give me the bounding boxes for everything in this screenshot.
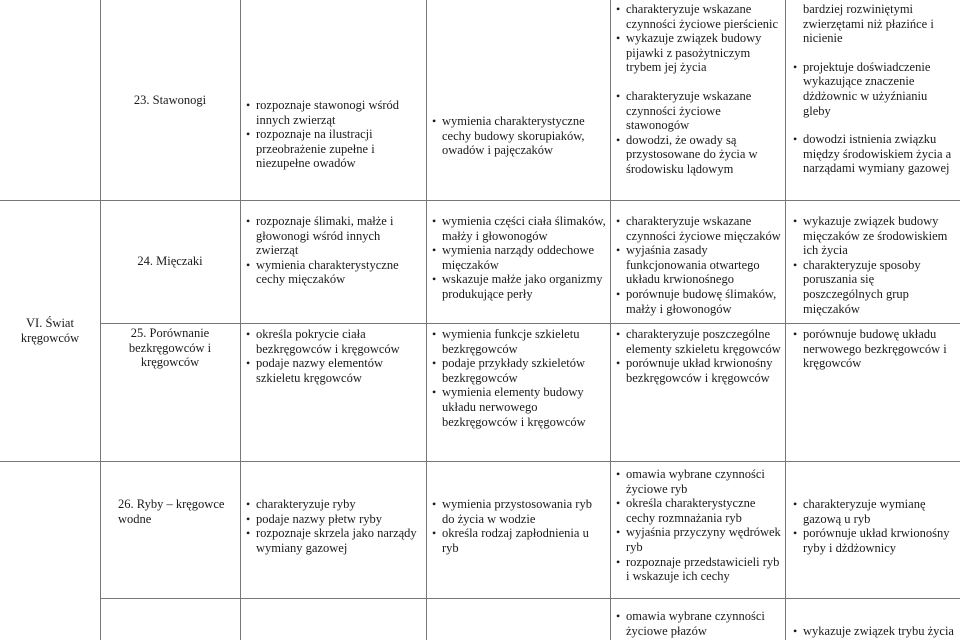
topic-24: 24. Mięczaki — [137, 254, 203, 269]
row24-col2 — [246, 214, 422, 287]
list-item: • charakteryzuje wymianę gazową u ryb — [793, 497, 957, 526]
list-item: • omawia wybrane czynności życiowe ryb — [616, 467, 782, 496]
row23-col3 — [432, 114, 606, 158]
list-item: • wymienia charakterystyczne cechy budowy skorupiaków, owadów i pajęczaków — [432, 114, 606, 158]
list-item: • porównuje budowę ślimaków, małży i głowonogów — [616, 287, 782, 316]
list-item: • charakteryzuje sposoby poruszania się poszczególnych grup mięczaków — [793, 258, 957, 316]
list-item: • określa rodzaj zapłodnienia u ryb — [432, 526, 606, 555]
list-item: • dowodzi, że owady są przystosowane do życia w środowisku lądowym — [616, 133, 782, 177]
row26-col4 — [616, 467, 782, 584]
list-item: • charakteryzuje poszczególne elementy szkieletu kręgowców — [616, 327, 782, 356]
row25-col5 — [793, 327, 957, 371]
topic-26: 26. Ryby – kręgowce wodne — [118, 497, 225, 526]
list-item: • wymienia funkcje szkieletu bezkręgowców — [432, 327, 606, 356]
list-item: • charakteryzuje wskazane czynności życiowe mięczaków — [616, 214, 782, 243]
list-item: • wymienia elementy budowy układu nerwowego bezkręgowców i kręgowców — [432, 385, 606, 429]
row23-col4 — [616, 2, 782, 177]
continued-text: bardziej rozwiniętymi zwierzętami niż płazińce i nicienie — [803, 2, 934, 46]
row24-col3 — [432, 214, 606, 302]
list-item: • określa pokrycie ciała bezkręgowców i kręgowców — [246, 327, 422, 356]
row26-col5 — [793, 497, 957, 555]
list-item: • wymienia przystosowania ryb do życia w wodzie — [432, 497, 606, 526]
list-item: • podaje przykłady szkieletów bezkręgowców — [432, 356, 606, 385]
list-item: • rozpoznaje stawonogi wśród innych zwierząt — [246, 98, 422, 127]
list-item: • wyjaśnia przyczyny wędrówek ryb — [616, 525, 782, 554]
list-item: • rozpoznaje przedstawicieli ryb i wskazuje ich cechy — [616, 555, 782, 584]
row25-col3 — [432, 327, 606, 429]
list-item: • wymienia charakterystyczne cechy mięczaków — [246, 258, 422, 287]
list-item: • określa charakterystyczne cechy rozmnażania ryb — [616, 496, 782, 525]
row24-col4 — [616, 214, 782, 316]
list-item: • charakteryzuje wskazane czynności życiowe pierścienic — [616, 2, 782, 31]
list-item: • podaje nazwy elementów szkieletu kręgowców — [246, 356, 422, 385]
list-item: • porównuje układ krwionośny ryby i dżdżownicy — [793, 526, 957, 555]
list-item: • wymienia części ciała ślimaków, małży i głowonogów — [432, 214, 606, 243]
row24-col5 — [793, 214, 957, 316]
list-item: • wyjaśnia zasady funkcjonowania otwartego układu krwionośnego — [616, 243, 782, 287]
list-item: • rozpoznaje skrzela jako narządy wymiany gazowej — [246, 526, 422, 555]
list-item: • charakteryzuje wskazane czynności życiowe stawonogów — [616, 89, 782, 133]
list-item: • porównuje budowę układu nerwowego bezkręgowców i kręgowców — [793, 327, 957, 371]
row23-col5 — [793, 2, 957, 176]
list-item: • projektuje doświadczenie wykazujące znaczenie dżdżownic w użyźnianiu gleby — [793, 60, 957, 118]
list-item: • wykazuje związek budowy pijawki z pasożytniczym trybem jej życia — [616, 31, 782, 75]
row27-col4 — [616, 609, 782, 638]
list-item: • wykazuje związek trybu życia — [793, 624, 960, 639]
row23-col2 — [246, 98, 422, 171]
list-item: • omawia wybrane czynności życiowe płazów — [616, 609, 782, 638]
list-item: • wskazuje małże jako organizmy produkujące perły — [432, 272, 606, 301]
list-item: • rozpoznaje na ilustracji przeobrażenie zupełne i niezupełne owadów — [246, 127, 422, 171]
topic-25: 25. Porównanie bezkręgowców i kręgowców — [128, 326, 212, 370]
row26-col3 — [432, 497, 606, 555]
list-item: • podaje nazwy płetw ryby — [246, 512, 422, 527]
list-item: • charakteryzuje ryby — [246, 497, 422, 512]
list-item: • rozpoznaje ślimaki, małże i głowonogi wśród innych zwierząt — [246, 214, 422, 258]
list-item: • porównuje układ krwionośny bezkręgowców i kręgowców — [616, 356, 782, 385]
row25-col2 — [246, 327, 422, 385]
section-title: VI. Świat kręgowców — [20, 315, 80, 345]
row27-col5 — [793, 624, 960, 639]
row26-col2 — [246, 497, 422, 555]
row25-col4 — [616, 327, 782, 385]
list-item: • wymienia narządy oddechowe mięczaków — [432, 243, 606, 272]
list-item: • wykazuje związek budowy mięczaków ze środowiskiem ich życia — [793, 214, 957, 258]
list-item: • dowodzi istnienia związku między środowiskiem życia a narządami wymiany gazowej — [793, 132, 957, 176]
topic-23: 23. Stawonogi — [133, 92, 207, 107]
